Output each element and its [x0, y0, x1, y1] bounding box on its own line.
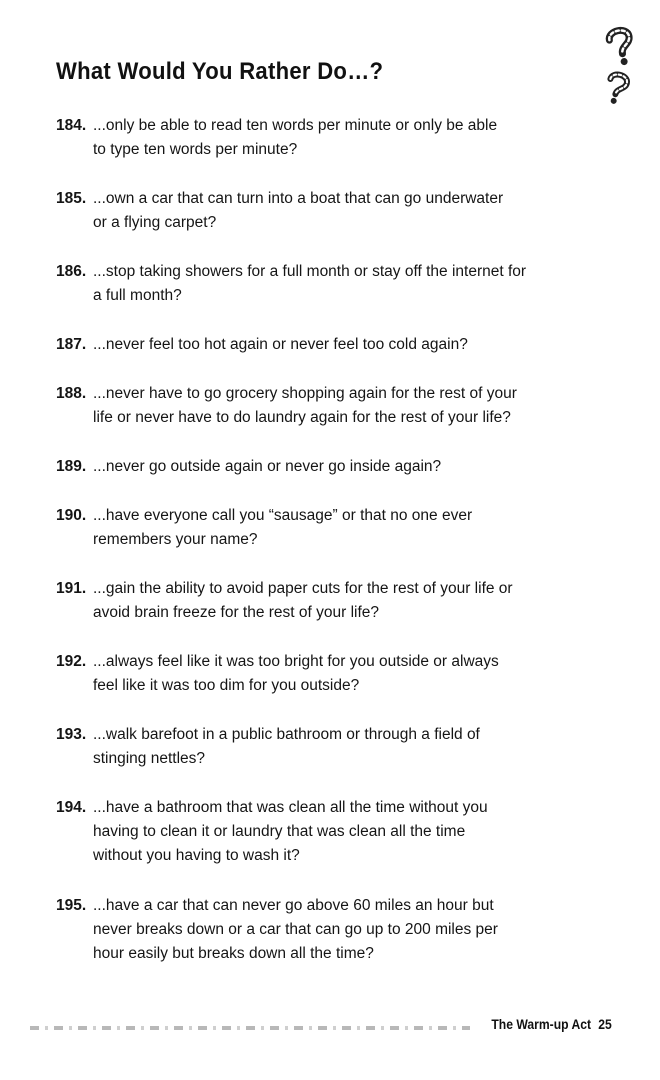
question-text-continued: remembers your name?: [93, 531, 258, 548]
list-item: [56, 577, 616, 625]
question-number: 191.: [56, 580, 87, 597]
question-text-continued: having to clean it or laundry that was clean all the time without you having to wash it?: [93, 823, 466, 864]
question-text: ...always feel like it was too bright for you outside or always: [93, 653, 499, 670]
page-footer: [492, 1017, 612, 1032]
question-text: ...walk barefoot in a public bathroom or through a field of: [93, 726, 480, 743]
section-title: The Warm-up Act: [491, 1017, 592, 1032]
question-text: ...have a bathroom that was clean all the time without you: [93, 799, 488, 816]
question-number: 186.: [56, 263, 87, 280]
question-text-continued: avoid brain freeze for the rest of your life?: [93, 604, 380, 621]
question-text-continued: life or never have to do laundry again for the rest of your life?: [93, 409, 511, 426]
question-text: ...never go outside again or never go inside again?: [93, 458, 442, 475]
question-text-continued: a full month?: [93, 287, 182, 304]
question-text: ...only be able to read ten words per minute or only be able: [93, 117, 498, 134]
question-number: 192.: [56, 653, 87, 670]
question-text-continued: never breaks down or a car that can go up to 200 miles per hour easily but breaks down all the time?: [93, 921, 498, 962]
question-number: 190.: [56, 507, 87, 524]
question-mark-icon: [605, 73, 629, 106]
question-number: 185.: [56, 190, 87, 207]
question-text: ...have a car that can never go above 60 miles an hour but: [93, 897, 494, 914]
list-item: [56, 894, 616, 966]
question-text: ...never have to go grocery shopping again for the rest of your: [93, 385, 517, 402]
footer-divider: [30, 1026, 470, 1030]
question-text-continued: to type ten words per minute?: [93, 141, 298, 158]
list-item: [56, 187, 616, 235]
question-text-continued: stinging nettles?: [93, 750, 206, 767]
question-mark-icon: [608, 29, 635, 67]
question-number: 195.: [56, 897, 87, 914]
list-item: [56, 260, 616, 308]
question-number: 187.: [56, 336, 87, 353]
question-number: 194.: [56, 799, 87, 816]
question-marks-decoration: [600, 22, 640, 112]
question-text-continued: or a flying carpet?: [93, 214, 217, 231]
list-item: [56, 382, 616, 430]
page-number: 25: [598, 1017, 612, 1032]
list-item: [56, 333, 616, 357]
list-item: [56, 796, 616, 868]
question-text: ...gain the ability to avoid paper cuts for the rest of your life or: [93, 580, 513, 597]
question-text: ...have everyone call you “sausage” or that no one ever: [93, 507, 473, 524]
page-title: What Would You Rather Do…?: [56, 58, 384, 85]
question-text: ...stop taking showers for a full month or stay off the internet for: [93, 263, 527, 280]
list-item: [56, 723, 616, 771]
question-text: ...never feel too hot again or never feel too cold again?: [93, 336, 468, 353]
question-number: 184.: [56, 117, 87, 134]
question-text-continued: feel like it was too dim for you outside?: [93, 677, 360, 694]
list-item: [56, 114, 616, 162]
question-number: 188.: [56, 385, 87, 402]
list-item: [56, 455, 616, 479]
question-number: 189.: [56, 458, 87, 475]
list-item: [56, 650, 616, 698]
list-item: [56, 504, 616, 552]
question-text: ...own a car that can turn into a boat that can go underwater: [93, 190, 504, 207]
question-number: 193.: [56, 726, 87, 743]
